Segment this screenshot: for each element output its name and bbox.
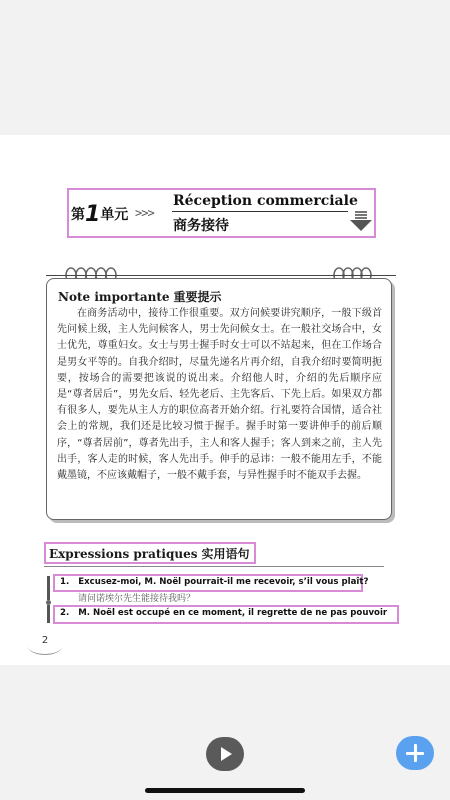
unit-suffix: 单元 <box>100 207 129 223</box>
expressions-underline <box>44 566 384 567</box>
add-button[interactable] <box>396 736 434 770</box>
unit-title-zh: 商务接待 <box>173 218 229 234</box>
sentence-marker <box>47 576 50 600</box>
home-indicator[interactable] <box>145 788 305 793</box>
note-title-zh: 重要提示 <box>173 290 222 304</box>
play-button[interactable] <box>206 737 244 771</box>
sentence-2-highlight[interactable] <box>53 605 399 624</box>
expressions-title-zh: 实用语句 <box>201 547 250 561</box>
note-title <box>58 288 222 305</box>
page-number: 2 <box>34 633 56 649</box>
down-arrow-icon <box>350 210 372 232</box>
sentence-1-number: 1. <box>60 577 70 587</box>
unit-label <box>71 202 128 227</box>
sentence-1-fr: Excusez-moi, M. Noël pourrait-il me recevoir, s’il vous plaît? <box>78 577 369 587</box>
sentence-1-highlight[interactable] <box>53 574 369 592</box>
top-margin <box>0 0 450 135</box>
unit-title-fr: Réception commerciale <box>173 193 358 209</box>
document-page <box>0 135 450 665</box>
sentence-2-number: 2. <box>60 608 70 618</box>
sentence-2-fr: M. Noël est occupé en ce moment, il regrette de ne pas pouvoir <box>78 608 388 618</box>
play-icon <box>221 747 232 761</box>
unit-arrows: >>> <box>135 206 154 220</box>
unit-number: 1 <box>85 202 101 227</box>
note-body: 在商务活动中，接待工作很重要。双方问候要讲究顺序，一般下级首先问候上级，主人先问候客人，男士先问候女士。在一般社交场合中，女士优先，尊重妇女。女士与男士握手时女士可以不站起来，但在工作场合是男女平等的。自我介绍时，尽量先递名片再介绍，自我介绍时要简明扼要，按场合的需要把该说的说出来。介绍他人时，介绍的先后顺序应是“尊者居后”，男先女后、轻先老后、主先客后、下先上后。如果双方都有很多人，要先从主人方的职位高者开始介绍。行礼要符合国情，适合社会上的常规，我们还是比较习惯于握手。握手时第一要讲伸手的前后顺序，“尊者居前”，尊者先出手，主人和客人握手；客人到来之前，主人先出手，客人走的时候，客人先出手。伸手的忌讳：一般不能用左手，不能戴墨镜，不应该戴帽子，一般不戴手套，与异性握手时不能双手去握。 <box>57 308 382 482</box>
unit-header-highlight[interactable] <box>67 188 376 238</box>
note-box <box>46 278 392 520</box>
unit-title-divider <box>172 211 348 212</box>
sentence-2-text <box>60 608 387 618</box>
expressions-title-highlight[interactable] <box>44 542 256 564</box>
expressions-title-fr: Expressions pratiques <box>49 547 198 561</box>
sentence-1-translation: 请问诺埃尔先生能接待我吗？ <box>78 594 196 604</box>
sentence-1-text <box>60 577 368 587</box>
note-top-line <box>46 275 396 276</box>
sentence-marker <box>47 605 50 623</box>
unit-prefix: 第 <box>71 207 85 223</box>
note-title-fr: Note importante <box>58 290 170 304</box>
bottom-margin <box>0 665 450 800</box>
